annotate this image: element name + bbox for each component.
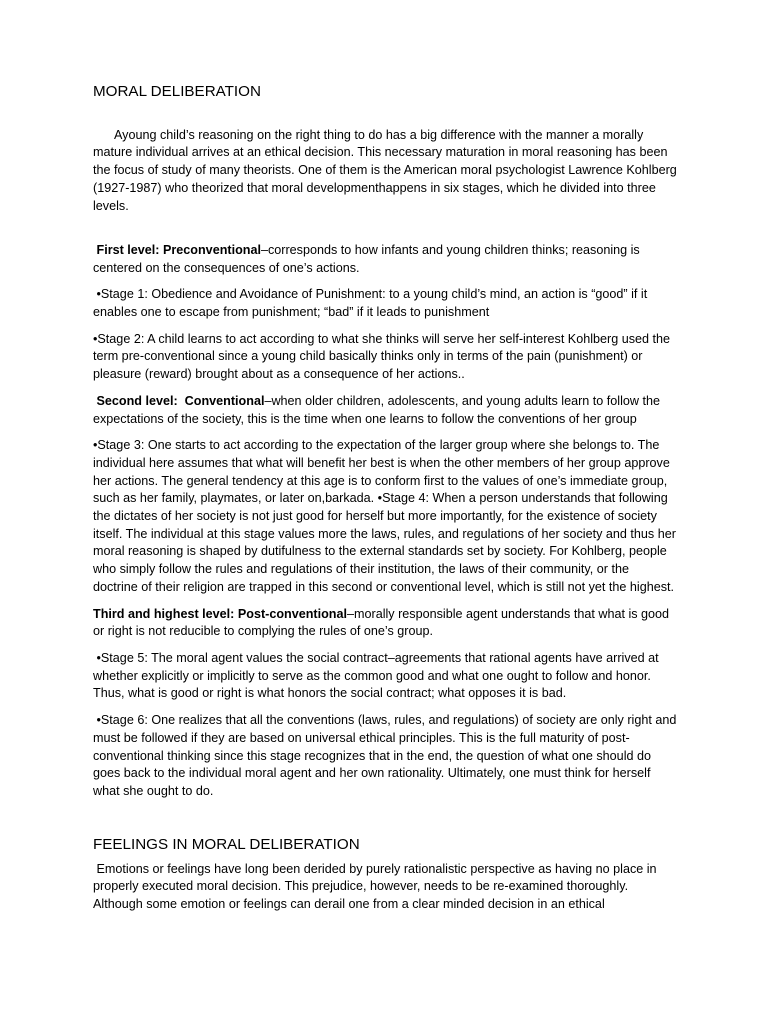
paragraph-first-level [93,242,677,277]
paragraph-stage-2 [93,331,677,384]
document-content [93,82,681,923]
paragraph-second-level [93,393,677,428]
paragraph-feelings-intro [93,861,677,914]
level-label: First level: Preconventional [93,242,261,257]
section-heading-feelings: FEELINGS IN MORAL DELIBERATION [93,835,360,853]
paragraph-text: Ayoung child’s reasoning on the right thing to do has a big difference with the manner a morally mature individual arrives at an ethical decision. This necessary maturation in moral reasoning has been the focus of study of many theorists. One of them is the American moral psychologist Lawrence Kohlberg (1927-1987) who theorized that moral developmenthappens in six stages, which he divided into three levels. [93,127,681,213]
level-label: Second level: Conventional [93,393,265,408]
paragraph-text: •Stage 1: Obedience and Avoidance of Punishment: to a young child’s mind, an action is “good” if it enables one to escape from punishment; “bad” if it leads to punishment [93,287,651,320]
paragraph-text: •Stage 3: One starts to act according to the expectation of the larger group where she belongs to. The individual here assumes that what will benefit her best is when the other members of her group approve her actions. The general tendency at this age is to conform first to the values of one’s immediate group, such as her family, playmates, or later on,barkada. •Stage 4: When a person understands that following the dictates of her society is not just good for herself but more importantly, for the existence of society itself. The individual at this stage values more the laws, rules, and regulations of her society and thus her moral reasoning is shaped by dutifulness to the external standards set by society. For Kohlberg, people who simply follow the rules and regulations of their institution, the laws of their community, or the doctrine of their religion are trapped in this second or conventional level, which is still not yet the highest. [93,438,680,594]
paragraph-text: •Stage 6: One realizes that all the conventions (laws, rules, and regulations) of society are only right and must be followed if they are based on universal ethical principles. This is the full maturity of post-conventional thinking since this stage recognizes that in the end, the question of what one should do goes back to the individual moral agent and her own rationality. Ultimately, one must think for herself what she ought to do. [93,713,680,798]
section-heading-moral-deliberation: MORAL DELIBERATION [93,83,261,100]
paragraph-stage-6 [93,712,680,801]
paragraph-text: –corresponds to how infants and young children thinks; reasoning is centered on the consequences of one’s actions. [93,242,644,275]
paragraph-stage-1 [93,286,677,321]
paragraph-third-level [93,606,677,641]
paragraph-text: •Stage 2: A child learns to act according to what she thinks will serve her self-interest Kohlberg used the term pre-conventional since a young child basically thinks only in terms of the pain (punishment) or pleasure (reward) brought about as a consequence of her actions.. [93,331,674,382]
paragraph-text: –when older children, adolescents, and young adults learn to follow the expectations of the society, this is the time when one learns to follow the conventions of her group [93,393,664,426]
paragraph-text: –morally responsible agent understands that what is good or right is not reducible to complying the rules of one’s group. [93,606,673,639]
level-label: Third and highest level: Post-conventional [93,606,348,621]
paragraph-stage-3-4 [93,437,680,596]
paragraph-text: Emotions or feelings have long been derided by purely rationalistic perspective as having no place in properly executed moral decision. This prejudice, however, needs to be re-examined thoroughly. Although some emotion or feelings can derail one from a clear minded decision in an ethical [93,861,661,912]
paragraph-intro [93,109,681,233]
paragraph-text: •Stage 5: The moral agent values the social contract–agreements that rational agents have arrived at whether explicitly or implicitly to serve as the common good and what one ought to follow and honor. Thus, what is good or right is what honors the social contract; what opposes it is bad. [93,650,663,701]
paragraph-stage-5 [93,650,677,703]
